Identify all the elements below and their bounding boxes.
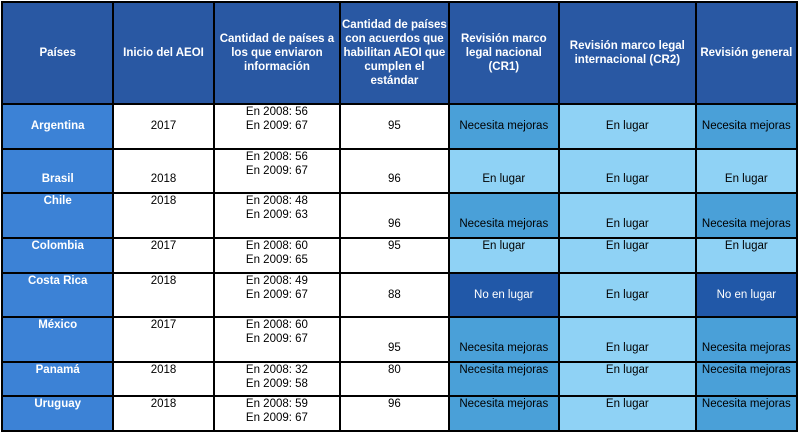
cr1-status: Necesita mejoras bbox=[450, 397, 558, 430]
cr2-status: En lugar bbox=[560, 363, 695, 396]
acuerdos-cell: 96 bbox=[341, 150, 447, 193]
acuerdos-cell: 88 bbox=[341, 274, 447, 317]
cr2-status: En lugar bbox=[560, 150, 695, 193]
envios-2008: En 2008: 59 bbox=[245, 398, 308, 411]
cr1-status: Necesita mejoras bbox=[450, 194, 558, 237]
envios-2008: En 2008: 48 bbox=[245, 195, 308, 208]
country-cell: Argentina bbox=[3, 105, 112, 148]
table-row bbox=[3, 194, 796, 237]
acuerdos-cell: 95 bbox=[341, 239, 447, 272]
envios-2009: En 2009: 67 bbox=[245, 412, 308, 425]
table-row bbox=[3, 318, 796, 361]
envios-2008: En 2008: 32 bbox=[245, 363, 308, 376]
table-row bbox=[3, 397, 796, 430]
country-cell: México bbox=[3, 318, 112, 361]
country-cell: Uruguay bbox=[3, 397, 112, 430]
acuerdos-cell: 95 bbox=[341, 105, 447, 148]
envios-cell bbox=[215, 397, 340, 430]
acuerdos-cell: 96 bbox=[341, 194, 447, 237]
acuerdos-cell: 95 bbox=[341, 318, 447, 361]
inicio-cell: 2017 bbox=[114, 318, 212, 361]
cr2-status: En lugar bbox=[560, 239, 695, 272]
header-revision-general: Revisión general bbox=[697, 3, 796, 103]
envios-cell bbox=[215, 105, 340, 148]
cr1-status: En lugar bbox=[450, 239, 558, 272]
inicio-cell: 2018 bbox=[114, 274, 212, 317]
inicio-cell: 2017 bbox=[114, 105, 212, 148]
cr1-status: Necesita mejoras bbox=[450, 318, 558, 361]
table-row bbox=[3, 150, 796, 193]
acuerdos-cell: 96 bbox=[341, 397, 447, 430]
envios-cell bbox=[215, 318, 340, 361]
header-row bbox=[3, 3, 796, 103]
inicio-cell: 2018 bbox=[114, 363, 212, 396]
general-status: Necesita mejoras bbox=[697, 363, 796, 396]
table-row bbox=[3, 239, 796, 272]
inicio-cell: 2018 bbox=[114, 150, 212, 193]
cr2-status: En lugar bbox=[560, 105, 695, 148]
envios-2009: En 2009: 67 bbox=[245, 288, 308, 301]
cr2-status: En lugar bbox=[560, 274, 695, 317]
cr2-status: En lugar bbox=[560, 318, 695, 361]
header-inicio-aeoi: Inicio del AEOI bbox=[114, 3, 212, 103]
header-cantidad-enviaron: Cantidad de países a los que enviaron información bbox=[215, 3, 340, 103]
inicio-cell: 2018 bbox=[114, 397, 212, 430]
general-status: Necesita mejoras bbox=[697, 105, 796, 148]
inicio-cell: 2018 bbox=[114, 194, 212, 237]
general-status: Necesita mejoras bbox=[697, 397, 796, 430]
envios-2009: En 2009: 63 bbox=[245, 209, 308, 222]
envios-2008: En 2008: 56 bbox=[245, 106, 308, 118]
envios-2009: En 2009: 67 bbox=[245, 120, 308, 132]
country-cell: Brasil bbox=[3, 150, 112, 193]
envios-cell bbox=[215, 274, 340, 317]
envios-cell bbox=[215, 363, 340, 396]
general-status: En lugar bbox=[697, 239, 796, 272]
table-row bbox=[3, 274, 796, 317]
envios-2008: En 2008: 60 bbox=[245, 319, 308, 332]
country-cell: Costa Rica bbox=[3, 274, 112, 317]
cr2-status: En lugar bbox=[560, 194, 695, 237]
table-row bbox=[3, 363, 796, 396]
envios-2009: En 2009: 58 bbox=[245, 377, 308, 390]
envios-cell bbox=[215, 194, 340, 237]
envios-cell bbox=[215, 239, 340, 272]
envios-2008: En 2008: 49 bbox=[245, 274, 308, 287]
header-cantidad-acuerdos: Cantidad de países con acuerdos que habilitan AEOI que cumplen el estándar bbox=[341, 3, 447, 103]
header-paises: Países bbox=[3, 3, 112, 103]
country-cell: Colombia bbox=[3, 239, 112, 272]
general-status: Necesita mejoras bbox=[697, 318, 796, 361]
cr1-status: Necesita mejoras bbox=[450, 363, 558, 396]
cr1-status: Necesita mejoras bbox=[450, 105, 558, 148]
cr1-status: No en lugar bbox=[450, 274, 558, 317]
country-cell: Chile bbox=[3, 194, 112, 237]
envios-2008: En 2008: 56 bbox=[245, 150, 308, 163]
country-cell: Panamá bbox=[3, 363, 112, 396]
envios-2009: En 2009: 67 bbox=[245, 164, 308, 177]
header-cr2: Revisión marco legal internacional (CR2) bbox=[560, 3, 695, 103]
general-status: Necesita mejoras bbox=[697, 194, 796, 237]
cr1-status: En lugar bbox=[450, 150, 558, 193]
cr2-status: En lugar bbox=[560, 397, 695, 430]
general-status: No en lugar bbox=[697, 274, 796, 317]
header-cr1: Revisión marco legal nacional (CR1) bbox=[450, 3, 558, 103]
envios-2009: En 2009: 65 bbox=[245, 254, 308, 267]
inicio-cell: 2017 bbox=[114, 239, 212, 272]
table-row bbox=[3, 105, 796, 148]
envios-2009: En 2009: 67 bbox=[245, 333, 308, 346]
acuerdos-cell: 80 bbox=[341, 363, 447, 396]
envios-2008: En 2008: 60 bbox=[245, 240, 308, 253]
aeoi-table bbox=[1, 1, 798, 432]
general-status: En lugar bbox=[697, 150, 796, 193]
envios-cell bbox=[215, 150, 340, 193]
